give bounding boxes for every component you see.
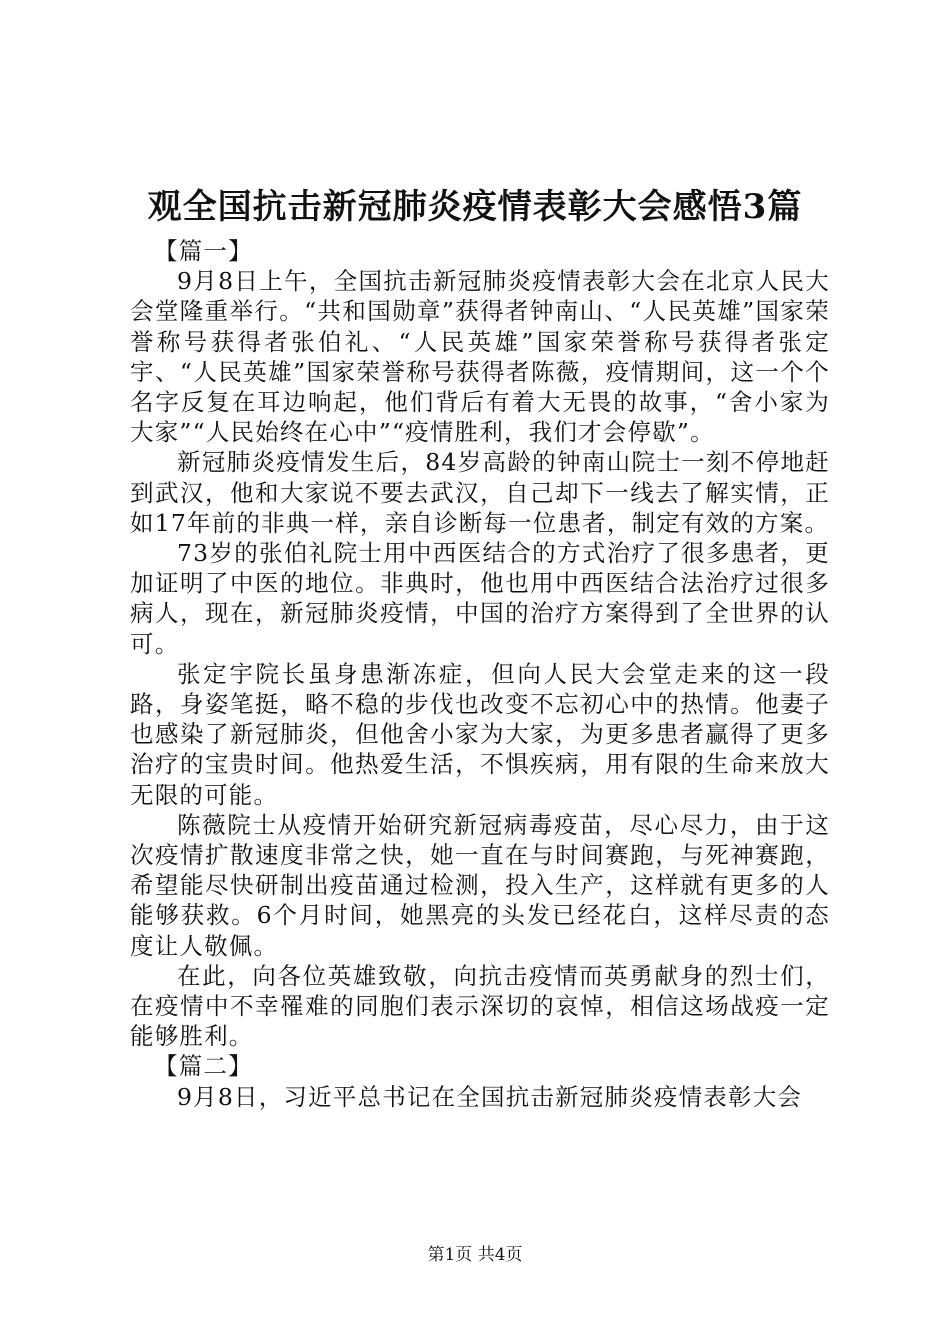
document-body: [130, 236, 830, 1112]
paragraph: 73岁的张伯礼院士用中西医结合的方式治疗了很多患者，更加证明了中医的地位。非典时，他也用中西医结合法治疗过很多病人，现在，新冠肺炎疫情，中国的治疗方案得到了全世界的认可。: [130, 539, 830, 658]
paragraph: 9月8日，习近平总书记在全国抗击新冠肺炎疫情表彰大会: [177, 1082, 803, 1111]
paragraph: 陈薇院士从疫情开始研究新冠病毒疫苗，尽心尽力，由于这次疫情扩散速度非常之快，她一直在与时间赛跑，与死神赛跑，希望能尽快研制出疫苗通过检测，投入生产，这样就有更多的人能够获救。6个月时间，她黑亮的头发已经花白，这样尽责的态度让人敬佩。: [130, 810, 830, 960]
section-heading-1: 【篇一】: [154, 237, 253, 265]
page-footer: 第1页 共4页: [427, 1245, 523, 1265]
paragraph: 新冠肺炎疫情发生后，84岁高龄的钟南山院士一刻不停地赶到武汉，他和大家说不要去武汉，自己却下一线去了解实情，正如17年前的非典一样，亲自诊断每一位患者，制定有效的方案。: [130, 448, 830, 537]
paragraph: 在此，向各位英雄致敬，向抗击疫情而英勇献身的烈士们，在疫情中不幸罹难的同胞们表示深切的哀悼，相信这场战疫一定能够胜利。: [130, 961, 830, 1051]
document-title: 观全国抗击新冠肺炎疫情表彰大会感悟3篇: [147, 187, 803, 227]
paragraph: 9月8日上午，全国抗击新冠肺炎疫情表彰大会在北京人民大会堂隆重举行。“共和国勋章”获得者钟南山、“人民英雄”国家荣誉称号获得者张伯礼、“人民英雄”国家荣誉称号获得者张定宇、“人民英雄”国家荣誉称号获得者陈薇，疫情期间，这一个个名字反复在耳边响起，他们背后有着大无畏的故事，“舍小家为大家”“人民始终在心中”“疫情胜利，我们才会停歇”。: [130, 267, 830, 447]
paragraph: 张定宇院长虽身患渐冻症，但向人民大会堂走来的这一段路，身姿笔挺，略不稳的步伐也改变不忘初心中的热情。他妻子也感染了新冠肺炎，但他舍小家为大家，为更多患者赢得了更多治疗的宝贵时间。他热爱生活，不惧疾病，用有限的生命来放大无限的可能。: [130, 659, 830, 809]
section-heading-2: 【篇二】: [154, 1052, 253, 1081]
